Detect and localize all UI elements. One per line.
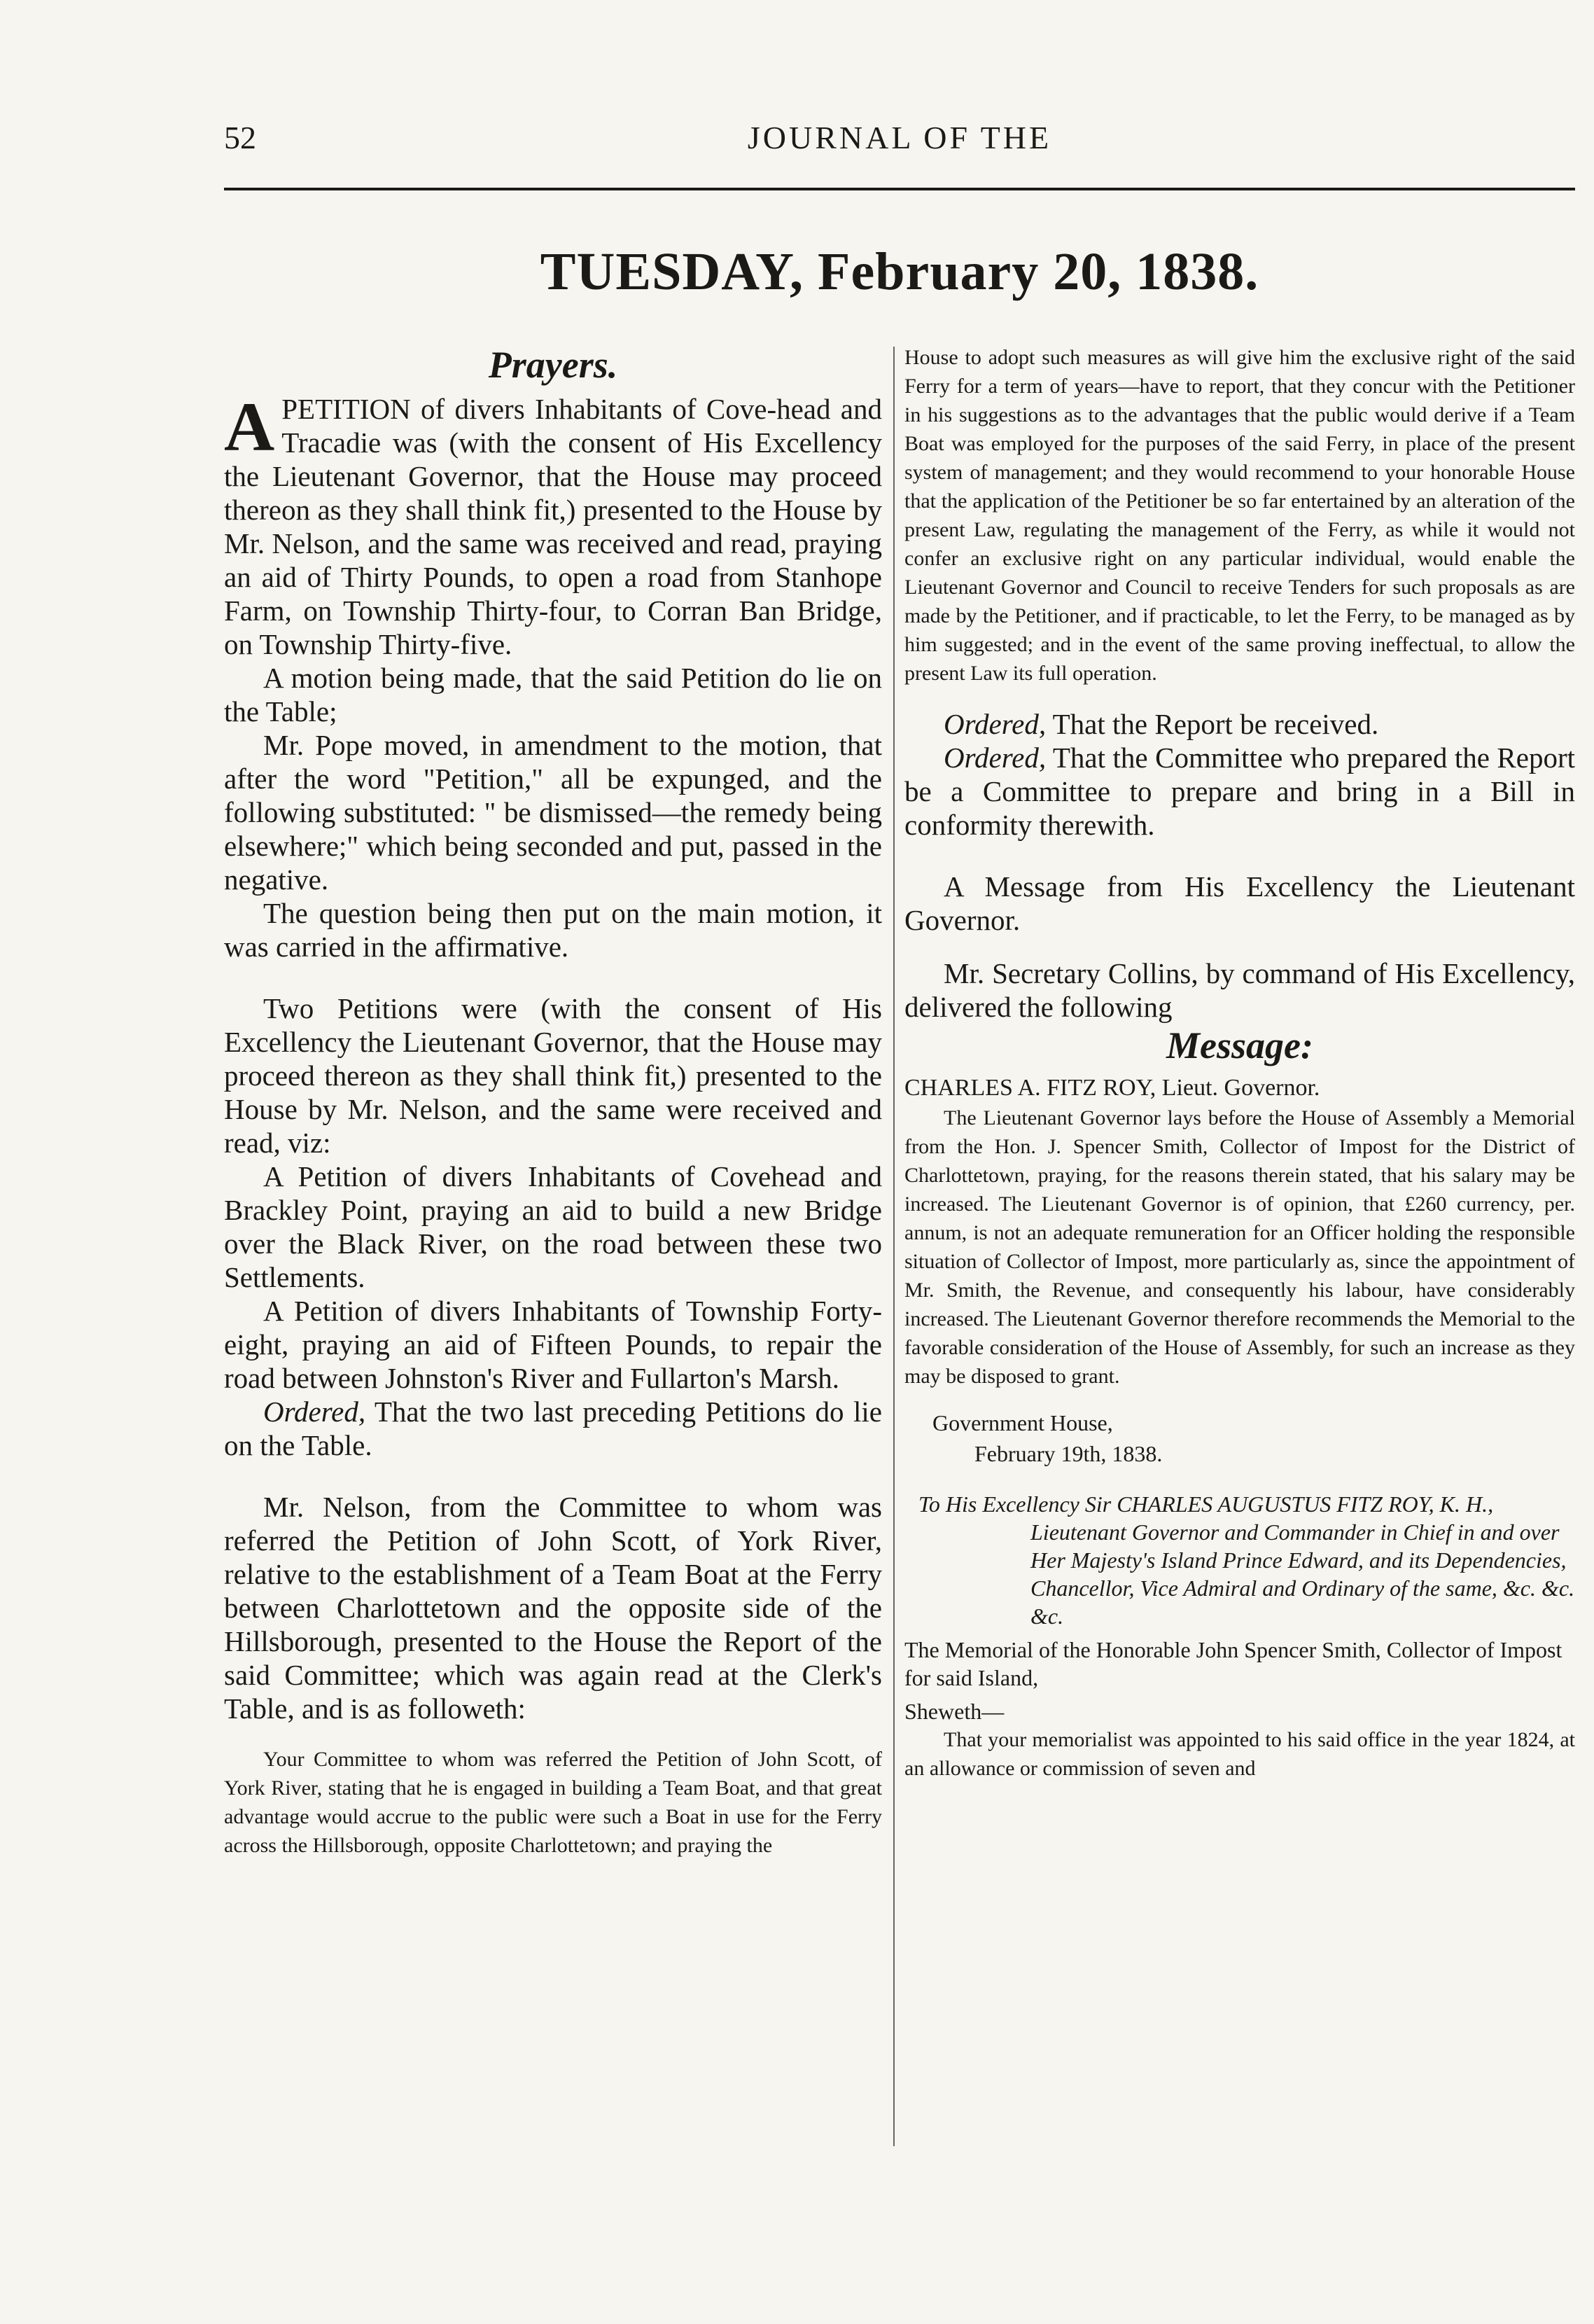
paragraph: Two Petitions were (with the consent of His Excellency the Lieutenant Governor, that the House may proceed thereon as they shall think fit,) presented to the House by Mr. Nelson, and the same were received and read, viz: — [224, 992, 882, 1159]
committee-report-continued: House to adopt such measures as will give him the exclusive right of the said Ferry for a term of years—have to report, that they concur with the Petitioner in his suggestions as to the advantages that the public would derive if a Team Boat was employed for the purposes of the said Ferry, in place of the present system of management; and they would recommend to your honorable House that the application of the Petitioner be so far entertained by an alteration of the present Law, regulating the management of the Ferry, as while it would not confer an exclusive right on any particular individual, would enable the Lieutenant Governor and Council to receive Tenders for such proposals as are made by the Petitioner, and if practicable, to let the Ferry, to be managed as by him suggested; and in the event of the same proving ineffectual, to allow the present Law its full operation. — [904, 346, 1575, 685]
committee-report: Your Committee to whom was referred the Petition of John Scott, of York River, stating that he is engaged in building a Team Boat, and that great advantage would accrue to the public were such a Boat in use for the Ferry across the Hillsborough, opposite Charlottetown; and praying the — [224, 1748, 882, 1857]
paragraph-text: That the Committee who prepared the Report be a Committee to prepare and bring in a Bill in conformity therewith. — [904, 742, 1575, 841]
paragraph-text: That the Report be received. — [1046, 708, 1379, 740]
dateline-date: February 19th, 1838. — [974, 1441, 1163, 1466]
memorial-heading: The Memorial of the Honorable John Spencer Smith, Collector of Impost for said Island, — [904, 1637, 1562, 1690]
page-number: 52 — [224, 120, 256, 155]
paragraph — [904, 741, 1575, 842]
left-column — [224, 343, 882, 1860]
ordered-label: Ordered, — [263, 1396, 366, 1428]
message-signature: CHARLES A. FITZ ROY, Lieut. Governor. — [904, 1075, 1320, 1101]
paragraph: A Message from His Excellency the Lieutenant Governor. — [904, 870, 1575, 936]
dateline-place: Government House, — [932, 1410, 1113, 1435]
paragraph-text: That the two last preceding Petitions do lie on the Table. — [224, 1396, 882, 1461]
memorial-body: That your memorialist was appointed to his said office in the year 1824, at an allowance or commission of seven and — [904, 1728, 1575, 1780]
ordered-label: Ordered, — [944, 742, 1047, 774]
paragraph: Mr. Secretary Collins, by command of His Excellency, delivered the following — [904, 957, 1575, 1023]
column-divider — [893, 347, 895, 2146]
paragraph: A Petition of divers Inhabitants of Township Forty-eight, praying an aid of Fifteen Pounds, to repair the road between Johnston's River and Fullarton's Marsh. — [224, 1295, 882, 1394]
page-header — [224, 119, 1575, 168]
paragraph: A motion being made, that the said Petition do lie on the Table; — [224, 662, 882, 728]
section-title-prayers: Prayers. — [488, 344, 618, 386]
running-head: JOURNAL OF THE — [747, 120, 1052, 155]
paragraph: Mr. Nelson, from the Committee to whom was referred the Petition of John Scott, of York River, relative to the establishment of a Team Boat at the Ferry between Charlottetown and the opposite side of the Hillsborough, presented to the House the Report of the said Committee; which was again read at the Clerk's Table, and is as followeth: — [224, 1491, 882, 1725]
date-heading: TUESDAY, February 20, 1838. — [540, 242, 1259, 301]
memorial-address: To His Excellency Sir CHARLES AUGUSTUS FITZ ROY, K. H., Lieutenant Governor and Commander in Chief in and over Her Majesty's Island Prince Edward, and its Dependencies, Chancellor, Vice Admiral and Ordinary of the same, &c. &c. &c. — [918, 1491, 1575, 1629]
paragraph: APETITION of divers Inhabitants of Cove-head and Tracadie was (with the consent of His Excellency the Lieutenant Governor, that the House may proceed thereon as they shall think fit,) presented to the House by Mr. Nelson, and the same was received and read, praying an aid of Thirty Pounds, to open a road from Stanhope Farm, on Township Thirty-four, to Corran Ban Bridge, on Township Thirty-five. — [224, 388, 882, 660]
paragraph: A Petition of divers Inhabitants of Covehead and Brackley Point, praying an aid to build a new Bridge over the Black River, on the road between these two Settlements. — [224, 1160, 882, 1293]
section-title-message: Message: — [1166, 1024, 1313, 1066]
sheweth: Sheweth— — [904, 1699, 1005, 1724]
dateline — [904, 1407, 1575, 1469]
paragraph: The question being then put on the main motion, it was carried in the affirmative. — [224, 897, 882, 963]
paragraph — [904, 707, 1575, 741]
paragraph — [224, 1395, 882, 1462]
header-rule — [224, 188, 1575, 190]
ordered-label: Ordered, — [944, 708, 1047, 740]
paragraph: Mr. Pope moved, in amendment to the motion, that after the word "Petition," all be expunged, and the following substituted: " be dismissed—the remedy being elsewhere;" which being seconded and put, passed in the negative. — [224, 729, 882, 896]
right-column — [904, 343, 1575, 1783]
message-body: The Lieutenant Governor lays before the House of Assembly a Memorial from the Hon. J. Spencer Smith, Collector of Impost for the District of Charlottetown, praying, for the reasons therein stated, that his salary may be increased. The Lieutenant Governor is of opinion, that £260 currency, per. annum, is not an adequate remuneration for an Officer holding the responsible situation of Collector of Impost, more particularly as, since the appointment of Mr. Smith, the Revenue, and consequently his labour, have considerably increased. The Lieutenant Governor therefore recommends the Memorial to the favorable consideration of the House of Assembly, for such an increase as they may be disposed to grant. — [904, 1106, 1575, 1388]
